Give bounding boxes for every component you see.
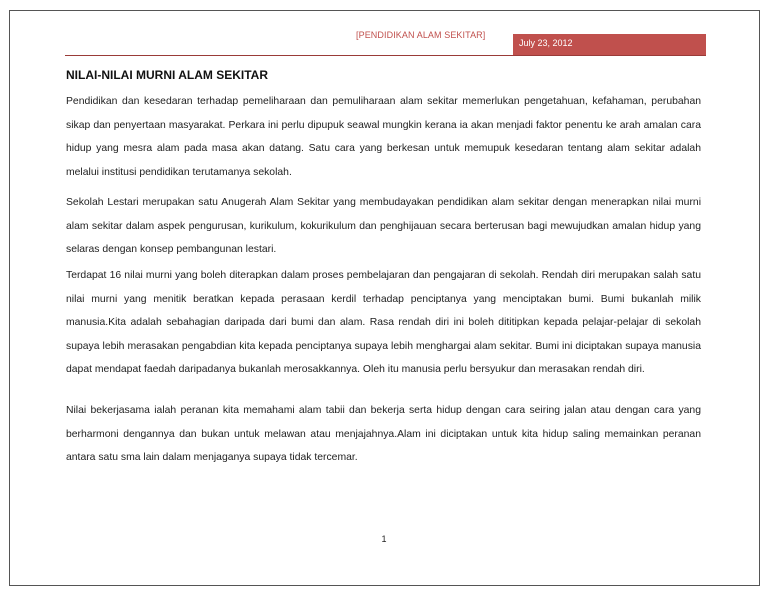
header-date: July 23, 2012 xyxy=(513,34,706,56)
document-title: NILAI-NILAI MURNI ALAM SEKITAR xyxy=(66,68,268,82)
paragraph-2: Sekolah Lestari merupakan satu Anugerah Alam Sekitar yang membudayakan pendidikan alam sekitar dengan menerapkan nilai murni alam sekitar dalam aspek pengurusan, kurikulum, kokurikulum dan penghijauan secara berterusan bagi mewujudkan amalan hidup yang selaras dengan konsep pembangunan lestari. xyxy=(66,197,701,255)
page-number: 1 xyxy=(381,534,387,544)
paragraph-3: Terdapat 16 nilai murni yang boleh diterapkan dalam proses pembelajaran dan pengajaran di sekolah. Rendah diri merupakan salah satu nilai murni yang menitik beratkan kepada perasaan kerdil terhadap penciptanya yang menciptakan bumi. Bumi bukanlah milik manusia.Kita adalah sebahagian daripada dari bumi dan alam. Rasa rendah diri ini boleh dititipkan kepada pelajar-pelajar di sekolah supaya lebih merasakan pengabdian kita kepada penciptanya supaya lebih menghargai alam sekitar. Bumi ini diciptakan supaya manusia dapat mendapat faedah daripadanya bukanlah merosakkannya. Oleh itu manusia perlu bersyukur dan merasakan rendah diri. xyxy=(66,270,701,375)
header-divider xyxy=(65,55,706,56)
paragraph-4: Nilai bekerjasama ialah peranan kita memahami alam tabii dan bekerja serta hidup dengan cara seiring jalan atau dengan cara yang berharmoni dengannya dan bukan untuk melawan atau menjajahnya.Alam ini diciptakan untuk kita hidup saling memainkan peranan antara satu sma lain dalam menjaganya supaya tidak tercemar. xyxy=(66,405,701,463)
paragraph-1: Pendidikan dan kesedaran terhadap pemeliharaan dan pemuliharaan alam sekitar memerlukan pengetahuan, kefahaman, perubahan sikap dan penyertaan masyarakat. Perkara ini perlu dipupuk seawal mungkin kerana ia akan menjadi faktor penentu ke arah amalan cara hidup yang mesra alam pada masa akan datang. Satu cara yang berkesan untuk memupuk kesedaran tentang alam sekitar adalah melalui institusi pendidikan terutamanya sekolah. xyxy=(66,96,701,178)
header-category: [PENDIDIKAN ALAM SEKITAR] xyxy=(356,30,486,40)
